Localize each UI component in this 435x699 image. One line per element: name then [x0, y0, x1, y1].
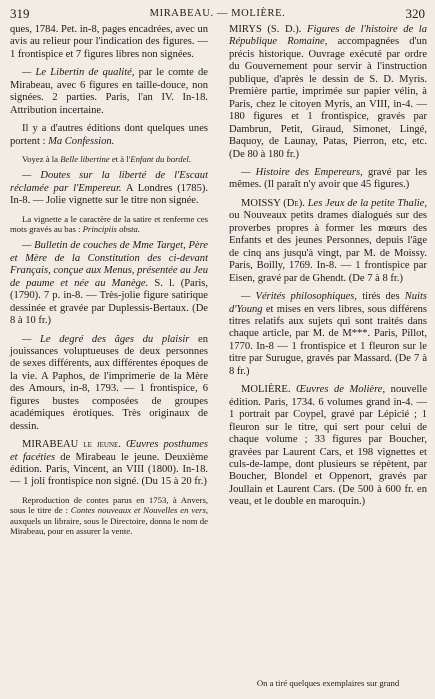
footnote-vignette: La vignette a le caractère de la satire et renferme ces mots gravés au bas : Principiis obsta.: [10, 213, 208, 235]
entry-continued: ques, 1784. Pet. in-8, pages encadrées, avec un avis au relieur pour l'indication des figures. — 1 frontispice et 7 figures libres non signées.: [10, 24, 208, 60]
entry-degre: — Le degré des âges du plaisir en jouissances voluptueuses de deux personnes de sexes différents, aux différentes époques de la vie. A Paphos, de l'imprimerie de la Mère des Amours, in-8, 1793. — 1 frontispice, 6 figures bustes composées de groupes académiques érotiques. Très originaux de dessin.: [10, 333, 209, 432]
entry-mirabeau-jeune: MIRABEAU le jeune. Œuvres posthumes et facéties de Mirabeau le jeune. Deuxième édition. Paris, Vincent, an VIII (1800). In-18. — 1 joli frontispice non signé. (Du 15 à 20 fr.): [10, 439, 208, 488]
page-number-right: 320: [405, 6, 425, 21]
footnote-reproduction: Reproduction de contes parus en 1753, à Anvers, sous le titre de : Contes nouveaux et Nouvelles en vers, auxquels un libraire, sous le Directoire, donna le nom de Mirabeau, pour en assurer la vente.: [10, 494, 208, 536]
left-column: [10, 24, 208, 542]
entry-bulletin: — Bulletin de couches de Mme Target, Père et Mère de la Constitution des ci-devant Français, conçue aux Menus, présentée au Jeu de paume et née au Manège. S. l. (Paris, (1790). 7 p. in-8. — Très-jolie figure satirique dessinée et gravée par Duplessis-Bertaux. (De 8 à 10 fr.): [10, 240, 208, 327]
entry-libertin: — Le Libertin de qualité, par le comte de Mirabeau, avec 6 figures en taille-douce, non signées. 2 parties. Paris, l'an IV. In-18. Attribution incertaine.: [10, 67, 208, 116]
footnote-voyez: Voyez à la Belle libertine et à l'Enfant du bordel.: [22, 154, 192, 165]
right-column: [229, 24, 427, 515]
running-header: [10, 6, 425, 24]
entry-mirys: MIRYS (S. D.). Figures de l'histoire de la République Romaine, accompagnées d'un précis historique. Ouvrage exécuté par ordre du Gouvernement pour servir à l'instruction publique, d'après le dessin de S. D. Myris. Première partie, imprimée sur papier vélin, à Paris, chez le citoyen Myris, an VIII, in-4. — 180 figures et 1 frontispice, gravés par Dambrun, Petit, Giraud, Simonet, Lingé, Baquoy, de Launay, Patas, Pierron, etc, etc. (De 80 à 180 fr.): [229, 24, 428, 160]
entry-moliere: MOLIÈRE. Œuvres de Molière, nouvelle édition. Paris, 1734. 6 volumes grand in-4. — 1 portrait par Coypel, gravé par Lépicié ; 1 fleuron sur le titre, qui sert pour celui de chaque volume ; 33 figures par Boucher, gravées par Laurent Cars, et 198 vignettes et culs-de-lampe, dont plusieurs se répètent, par Boucher, Blondel et Oppenort, gravés par Joullain et Laurent Cars. (De 500 à 600 fr. en veau, et le double en maroquin.): [229, 384, 427, 508]
entry-empereurs: — Histoire des Empereurs, gravé par les mêmes. (Il paraît n'y avoir que 45 figures.): [229, 166, 427, 191]
entry-doutes: — Doutes sur la liberté de l'Escaut réclamée par l'Empereur. A Londres (1785). In-8. — Jolie vignette sur le titre non signée.: [10, 170, 209, 207]
page-number-left: 319: [10, 6, 30, 21]
entry-libertin-note: Il y a d'autres éditions dont quelques unes portent : Ma Confession.: [10, 123, 208, 147]
entry-moissy: MOISSY (De). Les Jeux de la petite Thalie, ou Nouveaux petits drames dialogués sur des proverbes propres à former les mœurs des Enfants et des jeunes Personnes, depuis l'âge de cinq ans jusqu'à vingt, par M. de Moissy. Paris, Boilly, 1769. In-8. — 1 frontispice par Eisen, gravé par de Ghendt. (De 7 à 8 fr.): [229, 197, 428, 284]
entry-verites: — Vérités philosophiques, tirés des Nuits d'Young et mises en vers libres, sous différens titres relatifs aux sujets qui sont traités dans chaque article, par M. de M***. Paris, Pillot, 1770. In-8 — 1 frontispice et 1 fleuron sur le titre par Surugue, gravés par Massard. (De 7 à 8 fr.): [229, 291, 427, 377]
footnote-tirage: On a tiré quelques exemplaires sur grand: [256, 678, 400, 688]
running-head: MIRABEAU. — MOLIÈRE.: [149, 8, 286, 19]
